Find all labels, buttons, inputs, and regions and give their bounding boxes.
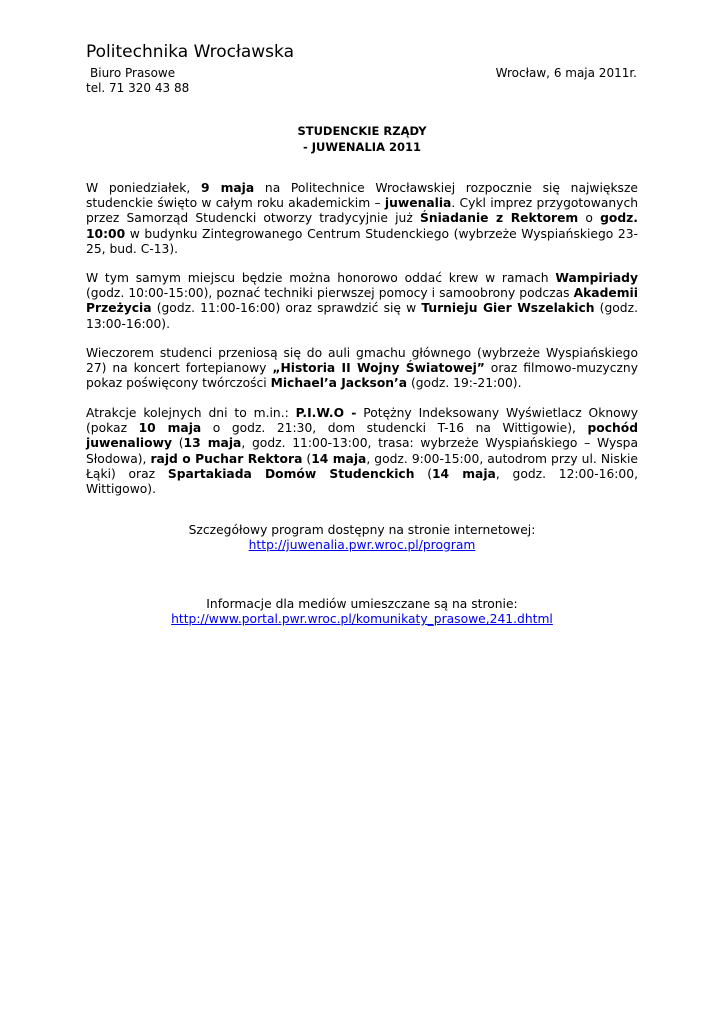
paragraph-2: [86, 271, 638, 332]
text-span: (godz. 13:00-16:00).: [86, 301, 638, 331]
text-span: W tym samym miejscu będzie można honorowo oddać krew w ramach: [86, 271, 556, 285]
bold-text: godz. 10:00: [86, 211, 638, 241]
bold-text: Wampiriady: [555, 271, 638, 285]
text-span: o godz. 21:30, dom studencki T-16 na Wittigowie),: [201, 421, 588, 436]
organization-name: Politechnika Wrocławska: [86, 42, 294, 62]
program-info: Szczegółowy program dostępny na stronie internetowej:: [188, 523, 536, 537]
bold-text: Spartakiada Domów Studenckich: [167, 466, 415, 481]
bold-text: Turnieju Gier Wszelakich: [421, 301, 595, 316]
bold-text: Akademii Przeżycia: [86, 286, 638, 316]
bold-text: juwenalia: [384, 196, 452, 211]
bold-text: 13 maja: [183, 436, 242, 451]
text-span: Potężny Indeksowany Wyświetlacz Oknowy (pokaz: [86, 406, 638, 436]
bold-text: 14 maja: [311, 451, 367, 466]
document-title: STUDENCKIE RZĄDY: [297, 124, 427, 138]
text-span: (godz. 19:-21:00).: [407, 376, 522, 391]
document-subtitle: - JUWENALIA 2011: [303, 140, 421, 154]
bold-text: 10 maja: [138, 421, 202, 436]
media-info: Informacje dla mediów umieszczane są na stronie:: [206, 597, 518, 611]
text-span: (: [414, 466, 432, 481]
text-span: , godz. 11:00-13:00, trasa: wybrzeże Wyspiańskiego – Wyspa Słodowa),: [86, 436, 638, 466]
paragraph-4: [86, 406, 638, 497]
document-date: Wrocław, 6 maja 2011r.: [495, 66, 637, 80]
text-span: , godz. 12:00-16:00, Wittigowo).: [86, 466, 638, 497]
program-link[interactable]: http://juwenalia.pwr.wroc.pl/program: [248, 538, 476, 552]
text-span: oraz filmowo-muzyczny pokaz poświęcony twórczości: [86, 361, 638, 391]
paragraph-1: [86, 181, 638, 257]
text-span: W poniedziałek,: [86, 181, 201, 195]
bold-text: Śniadanie z Rektorem: [419, 211, 579, 226]
text-span: w budynku Zintegrowanego Centrum Studenckiego (wybrzeże Wyspiańskiego 23-25, bud. C-13).: [86, 226, 638, 256]
text-span: (godz. 10:00-15:00), poznać techniki pierwszej pomocy i samoobrony podczas: [86, 286, 574, 301]
bold-text: rajd o Puchar Rektora: [150, 451, 303, 466]
program-link-wrap: [86, 538, 638, 553]
text-span: o: [578, 211, 601, 226]
media-link-wrap: [86, 612, 638, 627]
text-span: . Cykl imprez przygotowanych przez Samorząd Studencki otworzy tradycyjnie już: [86, 196, 638, 226]
department-name: Biuro Prasowe: [90, 66, 176, 80]
bold-text: „Historia II Wojny Światowej”: [272, 361, 485, 376]
phone-number: tel. 71 320 43 88: [86, 81, 190, 95]
text-span: Atrakcje kolejnych dni to m.in.:: [86, 406, 296, 420]
text-span: (godz. 11:00-16:00) oraz sprawdzić się w: [151, 301, 422, 316]
bold-text: 9 maja: [200, 181, 255, 195]
bold-text: P.I.W.O -: [295, 406, 357, 420]
text-span: , godz. 9:00-15:00, autodrom przy ul. Niskie Łąki) oraz: [86, 451, 638, 481]
text-span: (: [171, 436, 184, 451]
bold-text: Michael’a Jackson’a: [270, 376, 408, 391]
paragraph-3: [86, 346, 638, 392]
media-link[interactable]: http://www.portal.pwr.wroc.pl/komunikaty_prasowe,241.dhtml: [171, 612, 553, 626]
text-span: (: [302, 451, 312, 466]
text-span: Wieczorem studenci przeniosą się do auli gmachu głównego (wybrzeże Wyspiańskiego 27) na koncert fortepianowy: [86, 346, 638, 376]
bold-text: pochód juwenaliowy: [86, 421, 638, 451]
text-span: na Politechnice Wrocławskiej rozpocznie się największe studenckie święto w całym roku akademickim –: [86, 181, 638, 211]
bold-text: 14 maja: [432, 466, 496, 481]
